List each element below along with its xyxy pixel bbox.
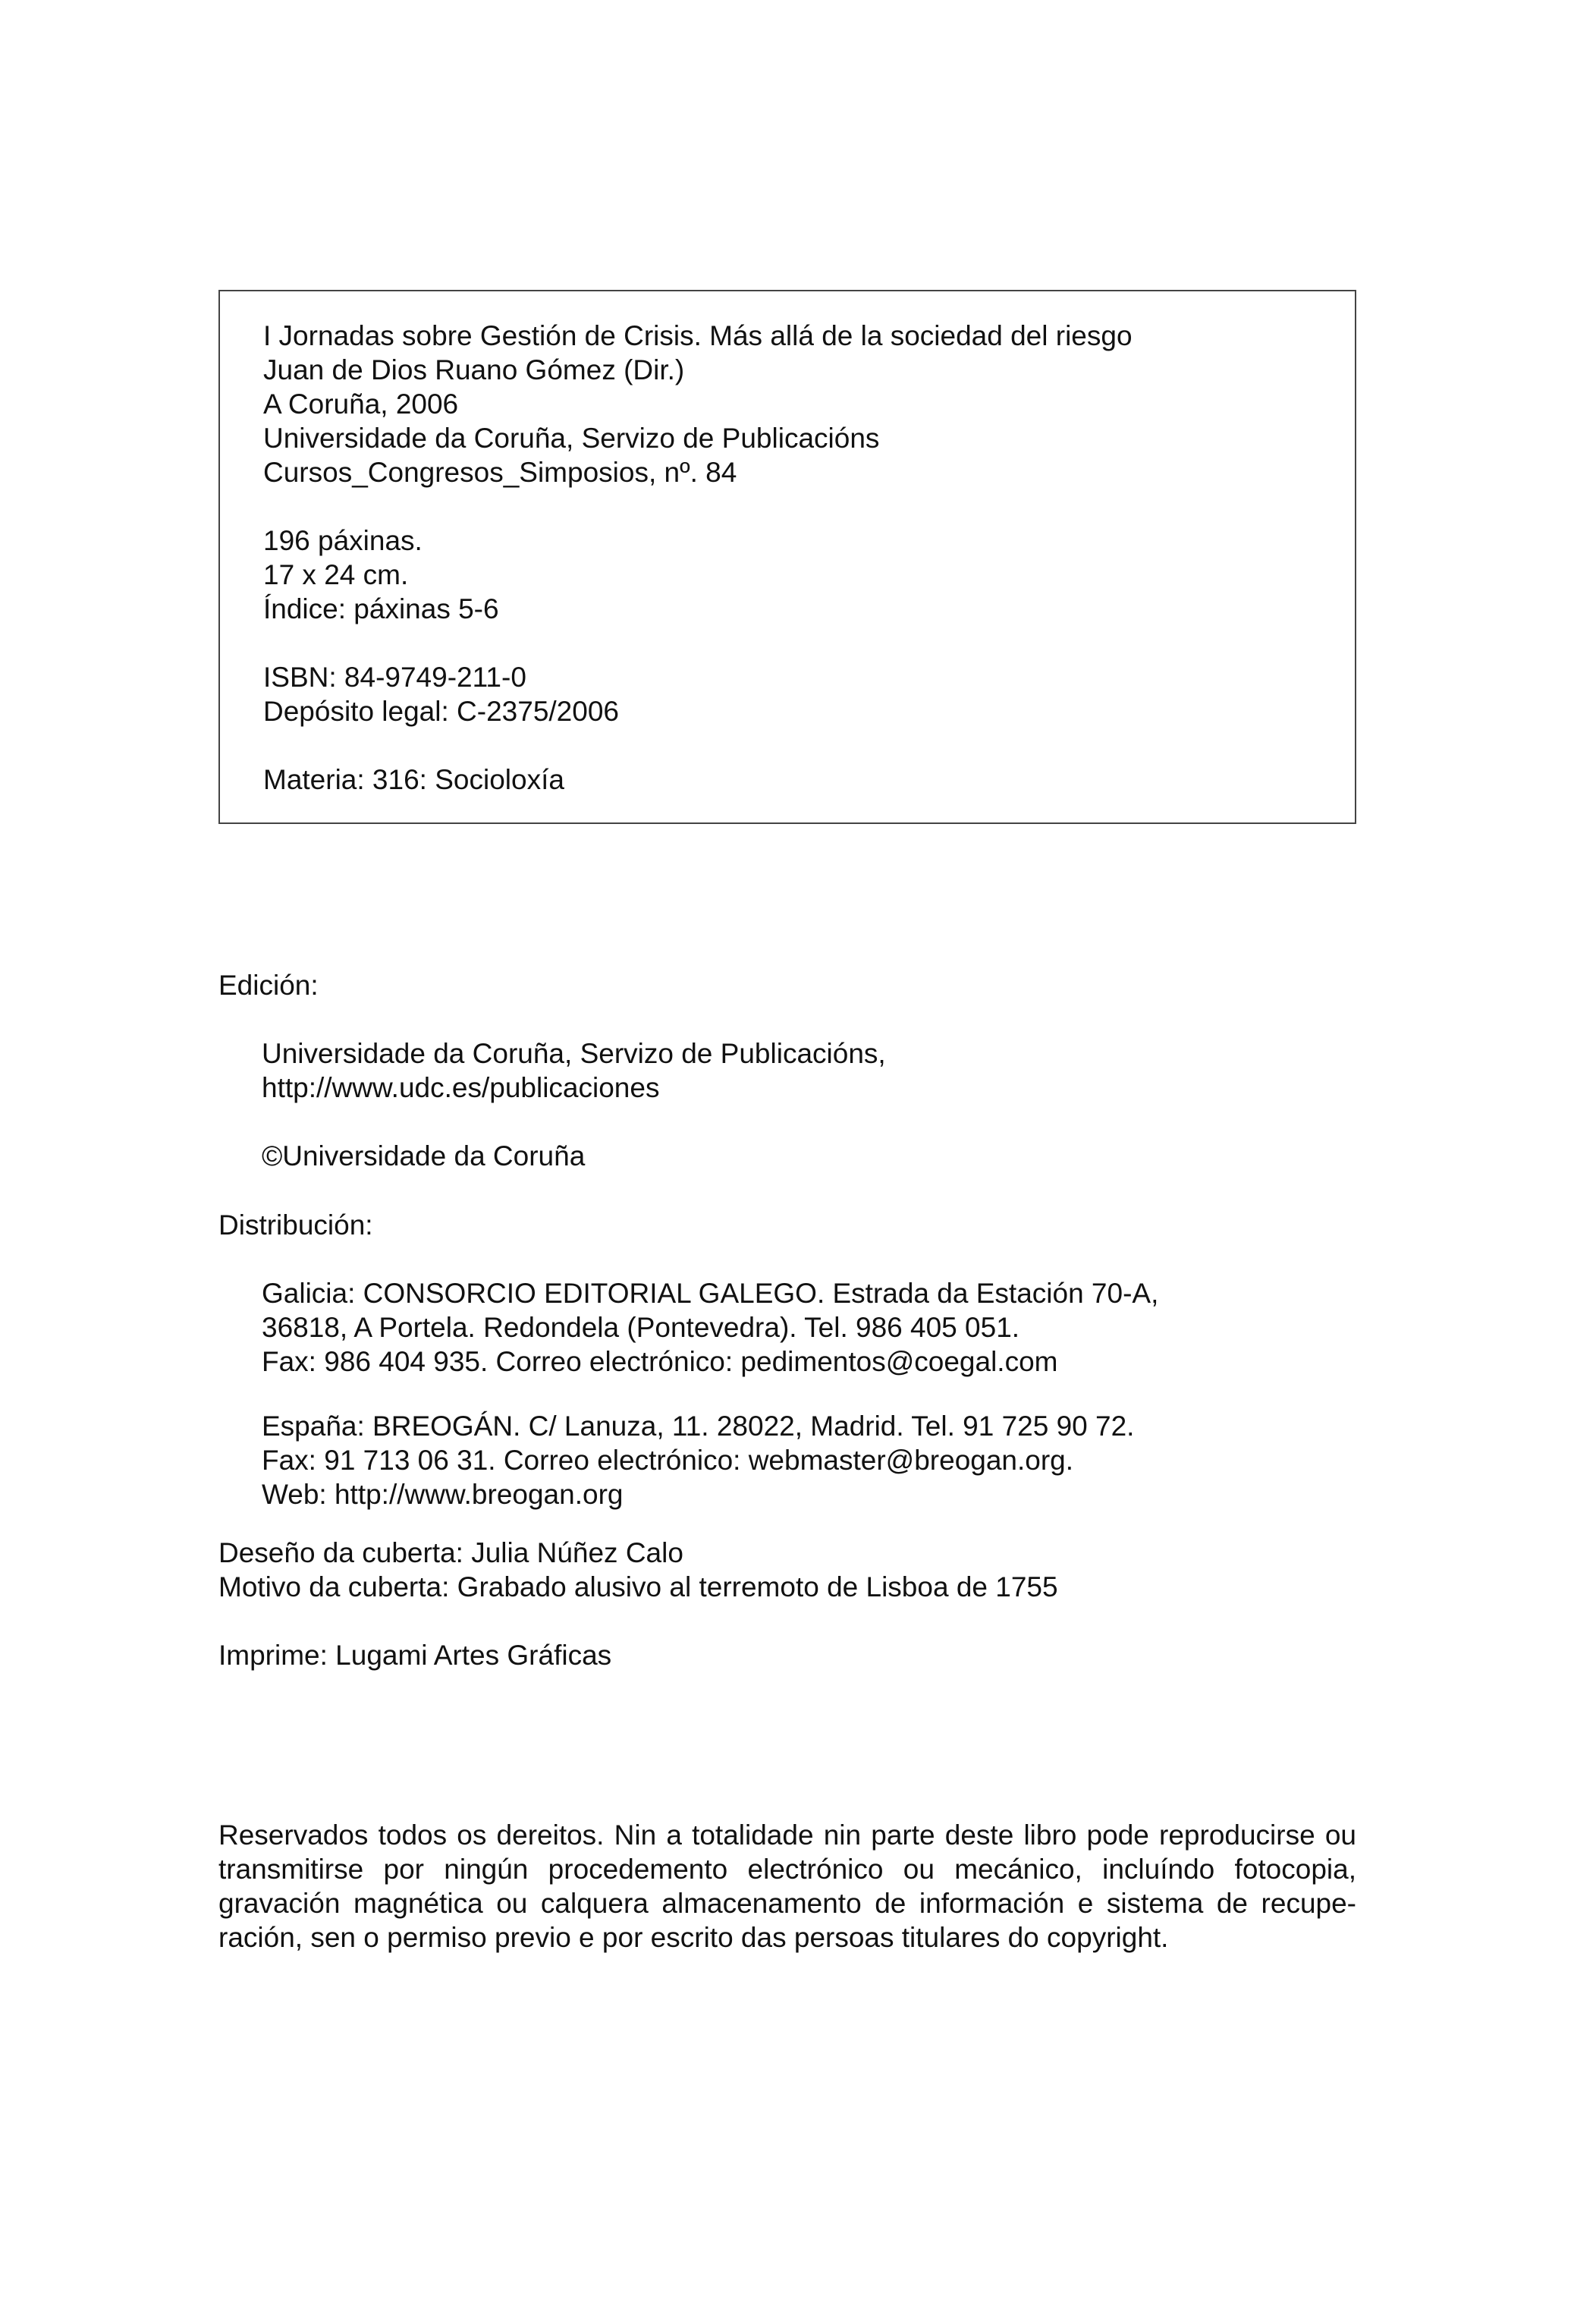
catalog-author: Juan de Dios Ruano Gómez (Dir.) bbox=[263, 354, 685, 385]
catalog-subject: Materia: 316: Socioloxía bbox=[263, 764, 564, 795]
rights-notice: Reservados todos os dereitos. Nin a totalidade nin parte deste libro pode reproducirse ou transmitirse por ningún procedemento electrónico ou mecánico, incluíndo fotocopia, gravación magnética ou calquera almacenamento de información e sistema de recupe-ración, sen o permiso previo e por escrito das persoas titulares do copyright. bbox=[218, 1819, 1356, 1953]
catalog-record-box bbox=[218, 290, 1356, 824]
distribution-espana-line: Fax: 91 713 06 31. Correo electrónico: webmaster@breogan.org. bbox=[262, 1445, 1074, 1476]
catalog-title: I Jornadas sobre Gestión de Crisis. Más allá de la sociedad del riesgo bbox=[263, 320, 1133, 351]
catalog-pages: 196 páxinas. bbox=[263, 525, 423, 556]
catalog-place-year: A Coruña, 2006 bbox=[263, 388, 459, 420]
distribution-espana-line: España: BREOGÁN. C/ Lanuza, 11. 28022, Madrid. Tel. 91 725 90 72. bbox=[262, 1411, 1135, 1442]
printer-credit: Imprime: Lugami Artes Gráficas bbox=[218, 1640, 612, 1671]
distribution-galicia-line: Fax: 986 404 935. Correo electrónico: pedimentos@coegal.com bbox=[262, 1346, 1058, 1377]
catalog-legal-deposit: Depósito legal: C-2375/2006 bbox=[263, 696, 619, 727]
edition-section bbox=[218, 968, 886, 1173]
credits-section bbox=[218, 1536, 1058, 1672]
cover-design-credit: Deseño da cuberta: Julia Núñez Calo bbox=[218, 1537, 683, 1568]
distribution-heading: Distribución: bbox=[218, 1209, 373, 1241]
catalog-series: Cursos_Congresos_Simposios, nº. 84 bbox=[263, 457, 737, 488]
edition-publisher: Universidade da Coruña, Servizo de Publicacións, bbox=[262, 1038, 886, 1069]
edition-url: http://www.udc.es/publicaciones bbox=[262, 1072, 660, 1103]
distribution-section bbox=[218, 1208, 1158, 1511]
catalog-record-text bbox=[263, 319, 1133, 797]
edition-copyright: ©Universidade da Coruña bbox=[262, 1140, 586, 1172]
cover-motif-credit: Motivo da cuberta: Grabado alusivo al terremoto de Lisboa de 1755 bbox=[218, 1571, 1058, 1602]
catalog-publisher: Universidade da Coruña, Servizo de Publicacións bbox=[263, 423, 880, 454]
catalog-size: 17 x 24 cm. bbox=[263, 559, 409, 590]
distribution-espana-line: Web: http://www.breogan.org bbox=[262, 1479, 624, 1510]
edition-heading: Edición: bbox=[218, 970, 319, 1001]
catalog-index: Índice: páxinas 5-6 bbox=[263, 593, 499, 624]
distribution-galicia-line: 36818, A Portela. Redondela (Pontevedra). Tel. 986 405 051. bbox=[262, 1312, 1020, 1343]
catalog-isbn: ISBN: 84-9749-211-0 bbox=[263, 662, 526, 693]
distribution-galicia-line: Galicia: CONSORCIO EDITORIAL GALEGO. Estrada da Estación 70-A, bbox=[262, 1278, 1159, 1309]
